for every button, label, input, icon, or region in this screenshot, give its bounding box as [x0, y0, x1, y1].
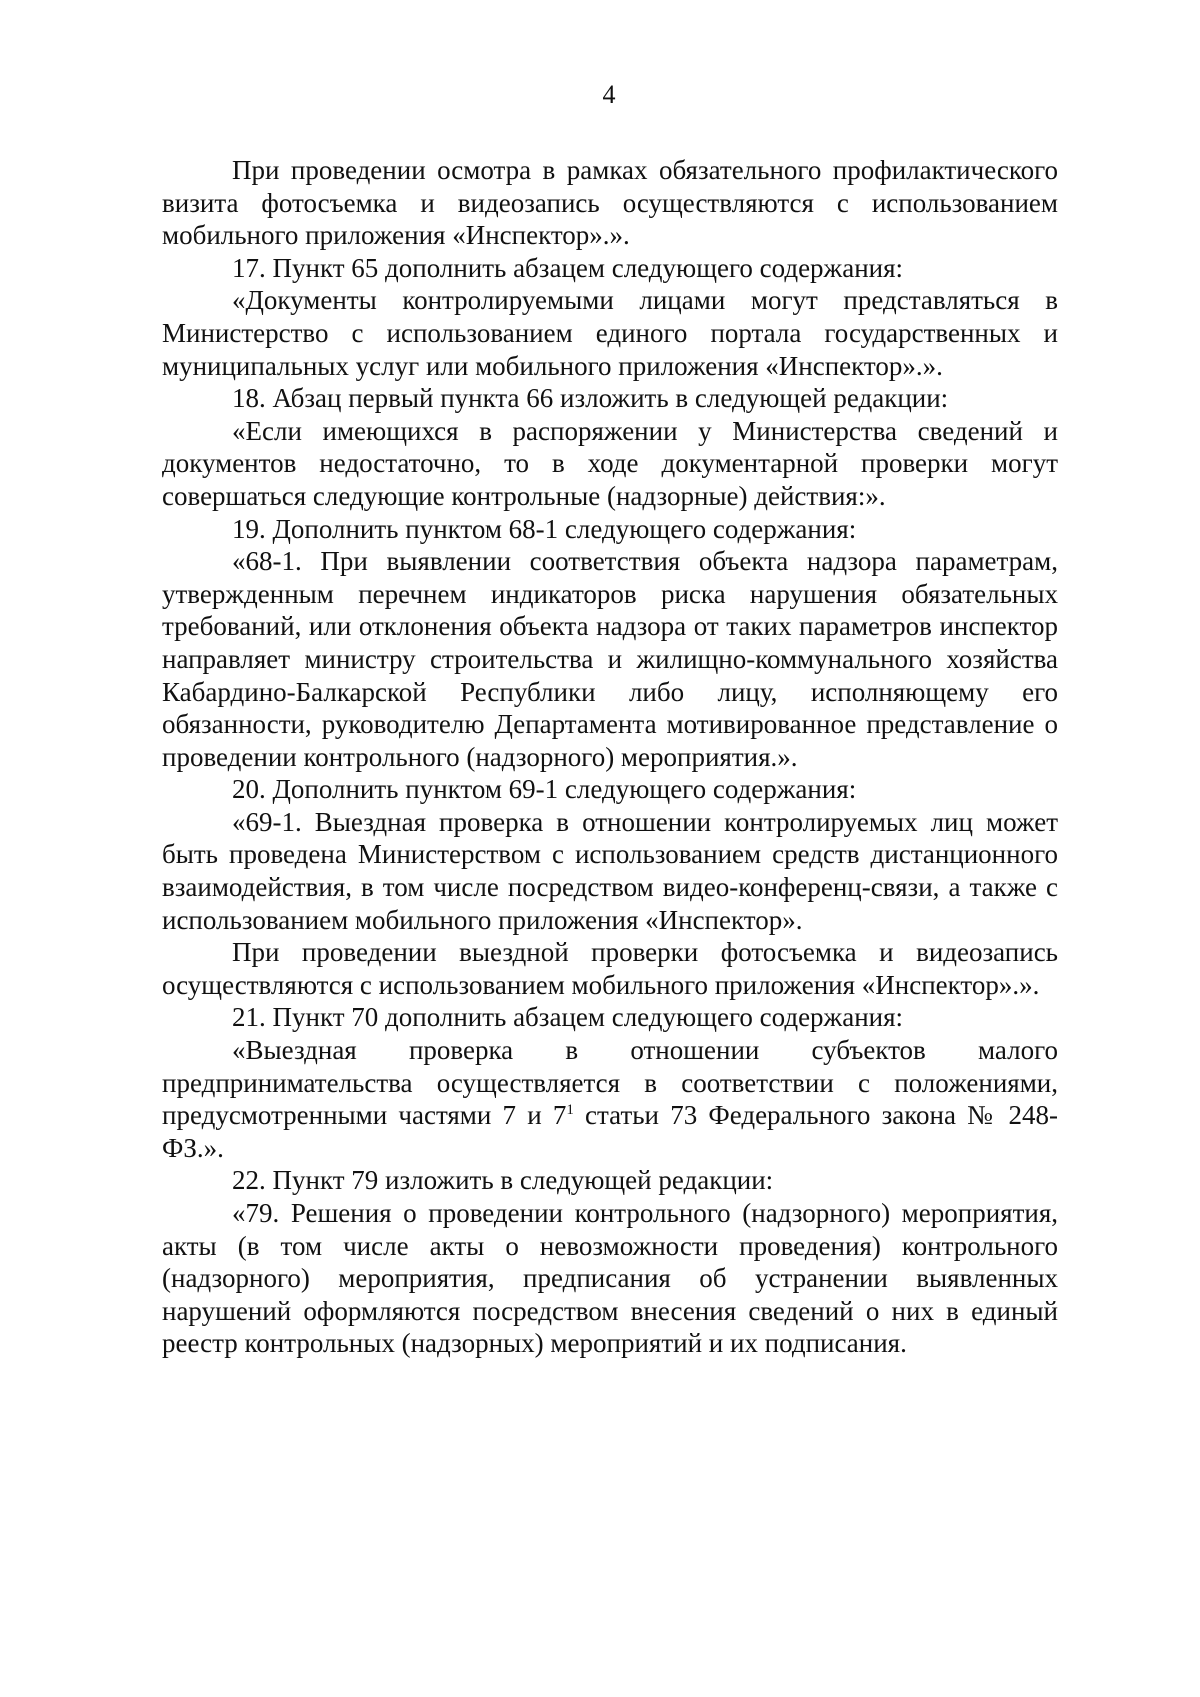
paragraph-69-1: «69-1. Выездная проверка в отношении контролируемых лиц может быть проведена Министерством с использованием средств дистанционного взаимодействия, в том числе посредством видео-конференц-связи, а также с использованием мобильного приложения «Инспектор».	[162, 806, 1058, 935]
paragraph-documents-portal: «Документы контролируемыми лицами могут представляться в Министерство с использованием единого портала государственных и муниципальных услуг или мобильного приложения «Инспектор».».	[162, 285, 1058, 381]
paragraph-inspection-photo: При проведении осмотра в рамках обязательного профилактического визита фотосъемка и видеозапись осуществляются с использованием мобильного приложения «Инспектор».».	[162, 155, 1058, 251]
paragraph-item-20: 20. Дополнить пунктом 69-1 следующего содержания:	[232, 774, 857, 805]
small-business-text: «Выездная проверка в отношении субъектов малого предпринимательства осуществляется в соответствии с положениями, предусмотренными частями 7 и 7	[162, 1035, 1058, 1131]
page-number: 4	[602, 80, 616, 109]
paragraph-item-17: 17. Пункт 65 дополнить абзацем следующего содержания:	[232, 252, 904, 283]
document-body	[162, 154, 1058, 1360]
paragraph-small-business	[162, 1034, 1058, 1164]
paragraph-field-check-photo: При проведении выездной проверки фотосъемка и видеозапись осуществляются с использованием мобильного приложения «Инспектор».».	[162, 937, 1058, 1000]
paragraph-item-22: 22. Пункт 79 изложить в следующей редакции:	[232, 1165, 774, 1196]
paragraph-68-1: «68-1. При выявлении соответствия объекта надзора параметрам, утвержденным перечнем индикаторов риска нарушения обязательных требований, или отклонения объекта надзора от таких параметров инспектор направляет министру строительства и жилищно-коммунального хозяйства Кабардино-Балкарской Республики либо лицу, исполняющему его обязанности, руководителю Департамента мотивированное представление о проведении контрольного (надзорного) мероприятия.».	[162, 546, 1058, 772]
paragraph-item-21: 21. Пункт 70 дополнить абзацем следующего содержания:	[232, 1002, 904, 1033]
superscript-1: 1	[566, 1102, 574, 1119]
paragraph-79: «79. Решения о проведении контрольного (надзорного) мероприятия, акты (в том числе акты о невозможности проведения) контрольного (надзорного) мероприятия, предписания об устранении выявленных нарушений оформляются посредством внесения сведений о них в единый реестр контрольных (надзорных) мероприятий и их подписания.	[162, 1198, 1058, 1359]
small-business-text-end: статьи 73 Федерального закона № 248-ФЗ.».	[162, 1100, 1058, 1163]
paragraph-item-19: 19. Дополнить пунктом 68-1 следующего содержания:	[232, 513, 857, 544]
paragraph-documentary-check: «Если имеющихся в распоряжении у Министерства сведений и документов недостаточно, то в ходе документарной проверки могут совершаться следующие контрольные (надзорные) действия:».	[162, 415, 1058, 511]
paragraph-item-18: 18. Абзац первый пункта 66 изложить в следующей редакции:	[232, 383, 949, 414]
